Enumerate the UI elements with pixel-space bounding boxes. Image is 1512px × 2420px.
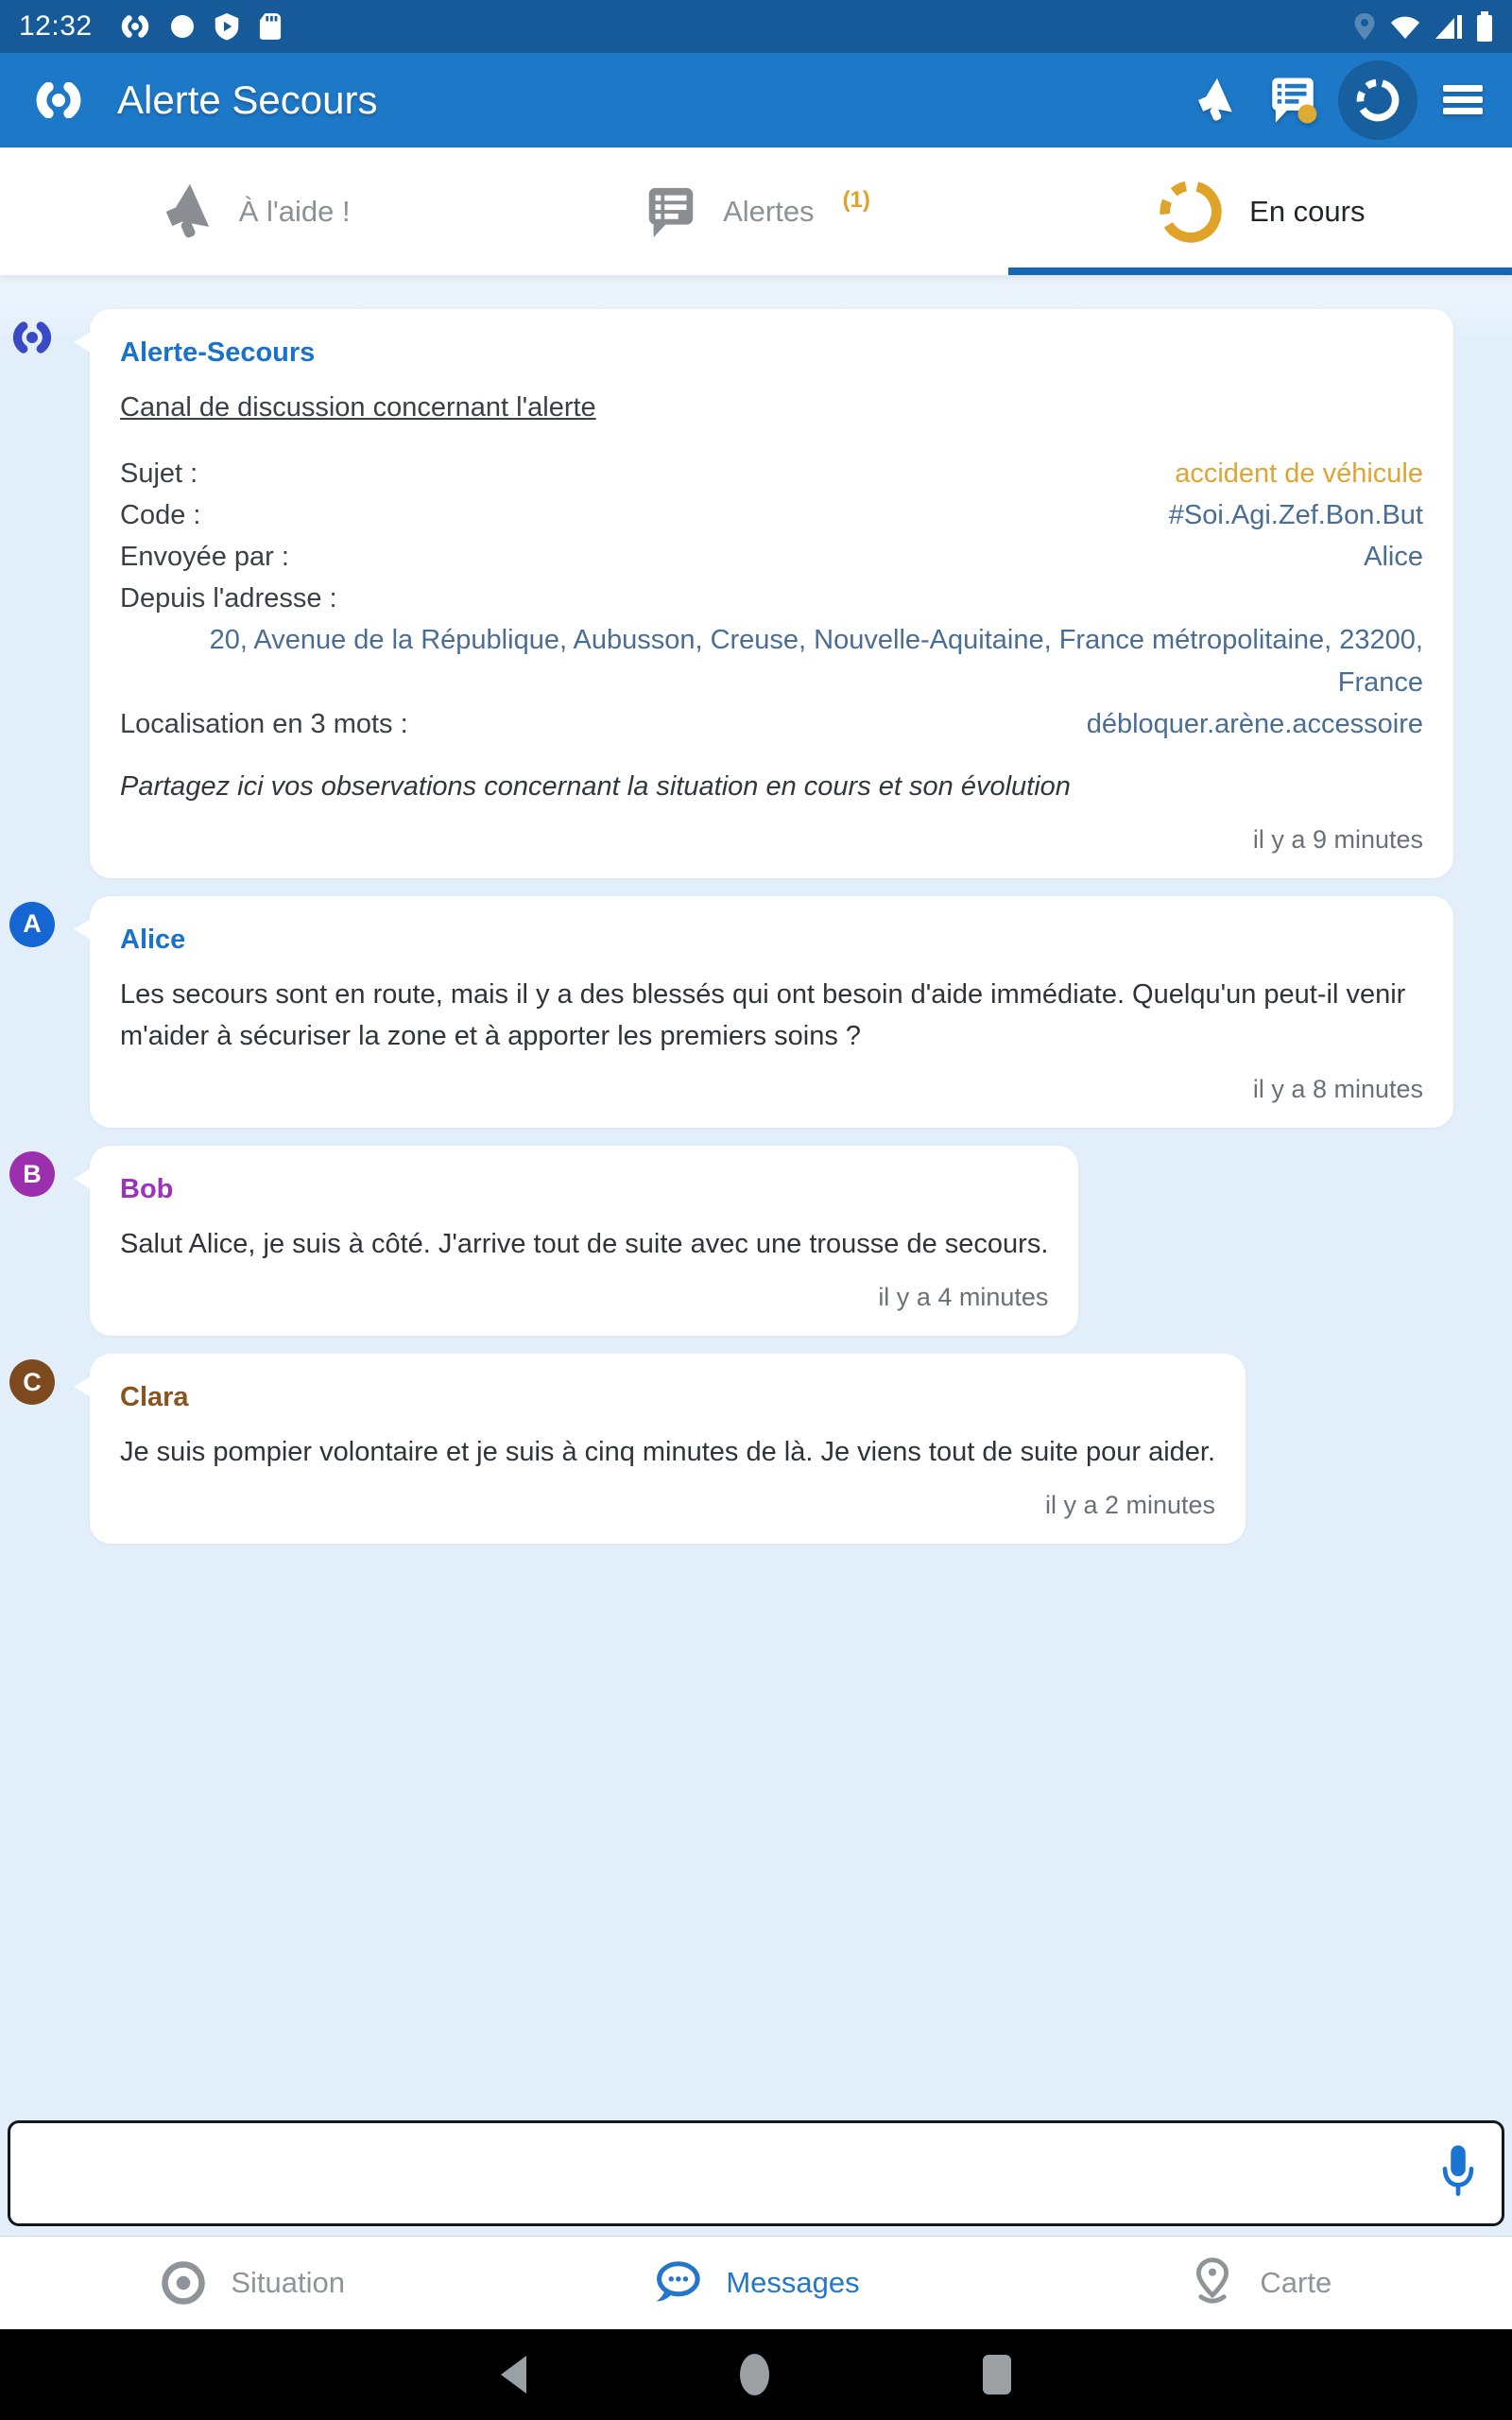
wifi-icon	[1389, 13, 1421, 40]
field-three-words: Localisation en 3 mots : débloquer.arène.accessoire	[120, 703, 1423, 745]
tab-label: À l'aide !	[238, 194, 351, 228]
message-clara	[9, 1354, 1455, 1544]
message-bob	[9, 1146, 1455, 1336]
menu-icon[interactable]	[1429, 59, 1497, 142]
tab-a-laide[interactable]	[0, 147, 504, 275]
avatar: B	[9, 1151, 55, 1197]
message-author: Alice	[120, 924, 186, 955]
avatar: A	[9, 902, 55, 947]
message-list	[0, 275, 1512, 2109]
field-subject: Sujet : accident de véhicule	[120, 453, 1423, 494]
nav-item-carte[interactable]	[1008, 2237, 1512, 2329]
tab-en-cours[interactable]	[1008, 147, 1512, 275]
in-progress-loader-button[interactable]	[1338, 60, 1418, 140]
message-system	[9, 309, 1455, 878]
composer-area	[0, 2109, 1512, 2236]
android-navigation-bar	[0, 2329, 1512, 2420]
message-timestamp: il y a 8 minutes	[1252, 1075, 1423, 1104]
nav-item-situation[interactable]	[0, 2237, 504, 2329]
channel-heading: Canal de discussion concernant l'alerte	[120, 392, 596, 424]
status-time: 12:32	[19, 10, 93, 42]
active-tab-indicator	[1008, 268, 1512, 275]
address-label: Depuis l'adresse :	[120, 583, 337, 614]
map-pin-icon	[1188, 2256, 1237, 2309]
sd-card-icon	[259, 12, 282, 41]
megaphone-icon	[154, 181, 216, 243]
alerte-secours-avatar-icon	[9, 315, 55, 360]
alerts-message-button[interactable]	[1259, 59, 1327, 142]
message-timestamp: il y a 4 minutes	[878, 1283, 1049, 1312]
alert-count-badge: (1)	[842, 186, 870, 213]
bottom-nav	[0, 2236, 1512, 2329]
home-icon[interactable]	[740, 2354, 769, 2395]
cellular-signal-icon	[1435, 13, 1463, 40]
app-logo-icon	[32, 82, 85, 118]
nav-item-messages[interactable]	[504, 2237, 1007, 2329]
nav-label: Carte	[1260, 2266, 1332, 2299]
messages-bubble-icon	[652, 2257, 703, 2308]
message-text: Je suis pompier volontaire et je suis à cinq minutes de là. Je viens tout de suite pour aider.	[120, 1437, 1216, 1468]
address-link[interactable]: 20, Avenue de la République, Aubusson, Creuse, Nouvelle-Aquitaine, France métropolitaine, 23200, France	[209, 625, 1423, 698]
helper-text: Partagez ici vos observations concernant la situation en cours et son évolution	[120, 770, 1071, 802]
message-author: Clara	[120, 1382, 189, 1413]
tab-label: Alertes	[723, 194, 815, 228]
message-alice	[9, 896, 1455, 1128]
app-bar	[0, 53, 1512, 147]
message-timestamp: il y a 2 minutes	[1044, 1491, 1216, 1520]
battery-icon	[1476, 11, 1493, 42]
loader-icon	[1155, 176, 1227, 248]
message-author: Bob	[120, 1174, 174, 1205]
app-title: Alerte Secours	[117, 78, 378, 122]
message-author: Alerte-Secours	[120, 337, 316, 368]
message-timestamp: il y a 9 minutes	[1252, 824, 1423, 854]
location-status-icon	[1353, 12, 1376, 41]
code-value: #Soi.Agi.Zef.Bon.But	[1168, 500, 1423, 531]
tab-bar	[0, 147, 1512, 275]
recents-icon[interactable]	[983, 2355, 1011, 2394]
tab-label: En cours	[1249, 194, 1366, 228]
alert-list-bubble-icon	[642, 182, 700, 241]
status-bar	[0, 0, 1512, 53]
message-text: Les secours sont en route, mais il y a des blessés qui ont besoin d'aide immédiate. Quelqu'un peut-il venir m'aider à sécuriser la zone et à apporter les premiers soins ?	[120, 978, 1406, 1051]
mic-button[interactable]	[1435, 2144, 1482, 2203]
avatar: C	[9, 1359, 55, 1405]
broadcast-megaphone-button[interactable]	[1179, 59, 1247, 142]
back-icon[interactable]	[501, 2356, 526, 2394]
message-bubble	[90, 1146, 1078, 1336]
message-bubble	[90, 309, 1453, 878]
play-protect-shield-icon	[214, 12, 240, 41]
notification-app-icon	[119, 15, 151, 38]
message-bubble	[90, 896, 1453, 1128]
message-input[interactable]	[8, 2120, 1504, 2226]
tab-alertes[interactable]	[504, 147, 1007, 275]
subject-value: accident de véhicule	[1175, 458, 1423, 490]
field-code: Code : #Soi.Agi.Zef.Bon.But	[120, 494, 1423, 536]
field-sender: Envoyée par : Alice	[120, 536, 1423, 578]
nav-label: Situation	[231, 2266, 345, 2299]
sender-value: Alice	[1364, 542, 1423, 573]
three-words-link[interactable]: débloquer.arène.accessoire	[1086, 708, 1423, 739]
message-text: Salut Alice, je suis à côté. J'arrive tout de suite avec une trousse de secours.	[120, 1229, 1049, 1260]
situation-target-icon	[159, 2258, 208, 2308]
message-bubble	[90, 1354, 1246, 1544]
nav-label: Messages	[726, 2266, 860, 2299]
record-status-icon	[170, 14, 195, 39]
